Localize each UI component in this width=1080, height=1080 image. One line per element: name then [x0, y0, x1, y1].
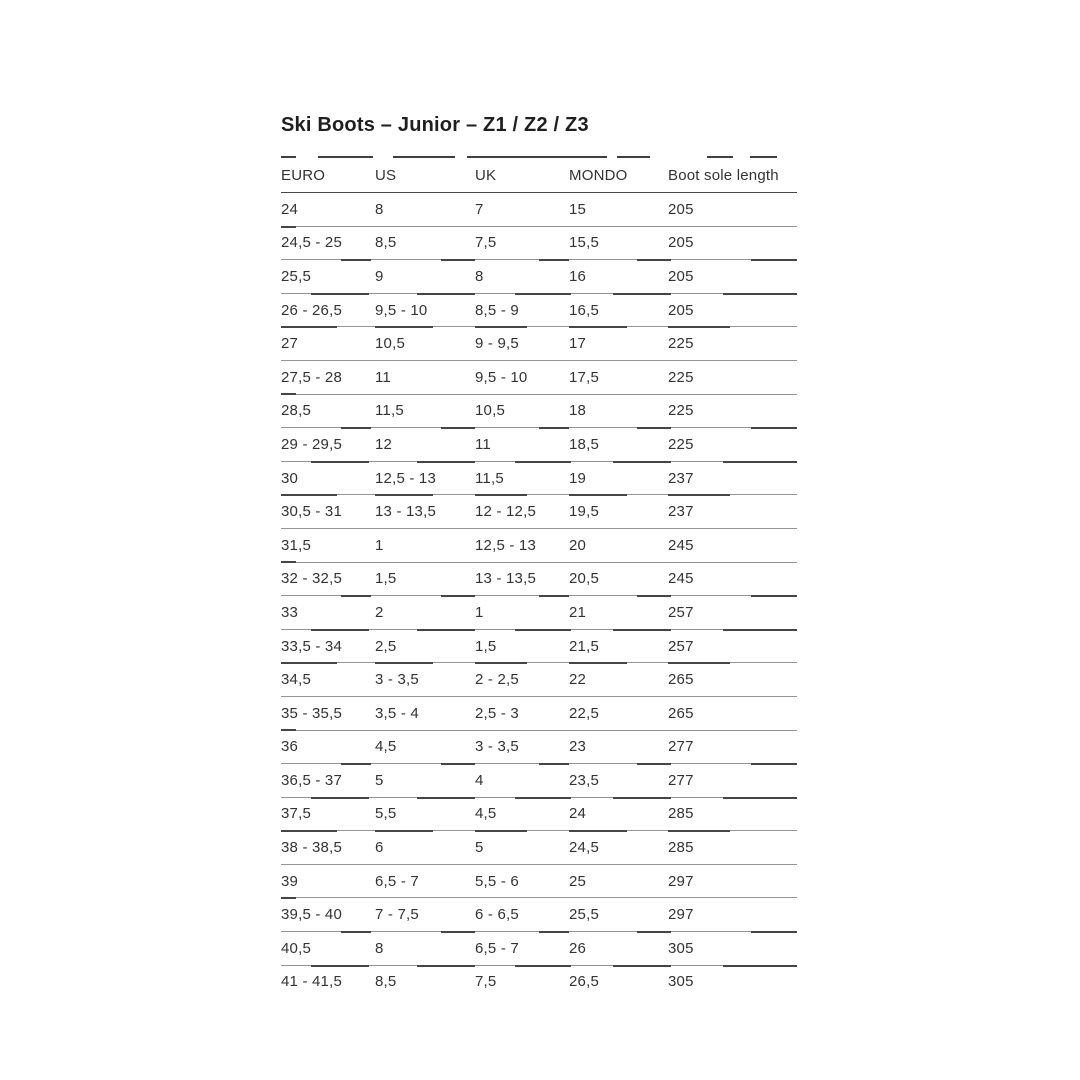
dash-segment [311, 965, 369, 967]
dash-segment [281, 561, 296, 563]
dash-segment [475, 326, 527, 328]
dash-segment [467, 156, 607, 158]
cell-us: 7 - 7,5 [375, 898, 475, 932]
cell-us: 8 [375, 193, 475, 227]
cell-mondo: 20,5 [569, 562, 668, 596]
dash-segment [475, 830, 527, 832]
dash-segment [375, 662, 433, 664]
cell-mondo: 16 [569, 260, 668, 294]
dash-segment [515, 629, 571, 631]
dash-segment [281, 226, 296, 228]
dash-segment [375, 494, 433, 496]
cell-euro: 30,5 - 31 [281, 495, 375, 529]
dash-segment [375, 830, 433, 832]
dash-segment [637, 763, 671, 765]
table-row [281, 495, 797, 529]
cell-boot-sole-length: 257 [668, 596, 797, 630]
cell-us: 8 [375, 932, 475, 966]
cell-boot-sole-length: 257 [668, 629, 797, 663]
cell-euro: 25,5 [281, 260, 375, 294]
cell-euro: 39 [281, 864, 375, 898]
dash-segment [441, 595, 475, 597]
cell-boot-sole-length: 265 [668, 696, 797, 730]
dash-segment [281, 326, 337, 328]
cell-us: 8,5 [375, 973, 397, 991]
dash-segment [417, 461, 475, 463]
dash-segment [613, 965, 671, 967]
dash-segment [723, 293, 797, 295]
cell-boot-sole-length: 237 [668, 495, 797, 529]
cell-mondo: 18 [569, 394, 668, 428]
dash-segment [281, 897, 296, 899]
cell-uk: 5 [475, 831, 569, 865]
cell-uk: 1,5 [475, 629, 569, 663]
cell-uk: 10,5 [475, 394, 569, 428]
cell-boot-sole-length: 305 [668, 932, 797, 966]
cell-mondo: 15,5 [569, 226, 668, 260]
cell-boot-sole-length: 205 [668, 226, 797, 260]
dash-segment [281, 830, 337, 832]
cell-uk: 1 [475, 596, 569, 630]
dash-segment [341, 931, 371, 933]
dash-segment [613, 461, 671, 463]
dash-segment [751, 931, 797, 933]
dash-segment [751, 595, 797, 597]
cell-us: 11 [375, 360, 475, 394]
cell-us: 3,5 - 4 [375, 696, 475, 730]
cell-mondo: 25,5 [569, 898, 668, 932]
cell-boot-sole-length: 205 [668, 260, 797, 294]
cell-mondo: 20 [569, 528, 668, 562]
cell-boot-sole-length: 297 [668, 864, 797, 898]
table-row [281, 327, 797, 361]
cell-mondo: 26,5 [569, 973, 599, 991]
dash-segment [281, 729, 296, 731]
cell-mondo: 17,5 [569, 360, 668, 394]
cell-us: 3 - 3,5 [375, 663, 475, 697]
cell-uk: 12 - 12,5 [475, 495, 569, 529]
dash-segment [751, 259, 797, 261]
cell-us: 2 [375, 596, 475, 630]
dash-segment [539, 931, 569, 933]
dash-segment [441, 763, 475, 765]
cell-boot-sole-length: 205 [668, 293, 797, 327]
dash-segment [668, 494, 730, 496]
cell-uk: 6 - 6,5 [475, 898, 569, 932]
cell-euro: 24 [281, 193, 375, 227]
cell-boot-sole-length: 205 [668, 193, 797, 227]
dash-segment [617, 156, 650, 158]
cell-uk: 7,5 [475, 973, 497, 991]
cell-us: 13 - 13,5 [375, 495, 475, 529]
dash-segment [750, 156, 777, 158]
cell-mondo: 17 [569, 327, 668, 361]
dash-segment [441, 427, 475, 429]
dash-segment [539, 595, 569, 597]
cell-us: 6,5 - 7 [375, 864, 475, 898]
dash-segment [318, 156, 373, 158]
cell-euro: 41 - 41,5 [281, 973, 343, 991]
dash-segment [569, 326, 627, 328]
cell-boot-sole-length: 285 [668, 797, 797, 831]
cell-euro: 35 - 35,5 [281, 696, 375, 730]
cell-euro: 30 [281, 461, 375, 495]
cell-euro: 36 [281, 730, 375, 764]
column-header-euro: EURO [281, 159, 375, 193]
dash-segment [393, 156, 455, 158]
cell-euro: 39,5 - 40 [281, 898, 375, 932]
chart-title: Ski Boots – Junior – Z1 / Z2 / Z3 [281, 114, 589, 136]
dash-segment [569, 830, 627, 832]
dash-segment [441, 931, 475, 933]
dash-segment [417, 629, 475, 631]
cell-mondo: 19 [569, 461, 668, 495]
cell-boot-sole-length: 237 [668, 461, 797, 495]
dash-segment [311, 797, 369, 799]
column-header-mondo: MONDO [569, 159, 668, 193]
dash-segment [311, 629, 369, 631]
cell-euro: 33 [281, 596, 375, 630]
table-row [281, 394, 797, 428]
cell-euro: 37,5 [281, 797, 375, 831]
dash-segment [341, 595, 371, 597]
dash-segment [281, 662, 337, 664]
dash-segment [417, 797, 475, 799]
cell-mondo: 16,5 [569, 293, 668, 327]
dash-segment [613, 797, 671, 799]
header-row [281, 159, 797, 193]
dash-segment [281, 156, 296, 158]
cell-euro: 38 - 38,5 [281, 831, 375, 865]
cell-euro: 36,5 - 37 [281, 764, 375, 798]
cell-us: 1 [375, 528, 475, 562]
dash-segment [311, 293, 369, 295]
cell-us: 2,5 [375, 629, 475, 663]
table-row [281, 428, 797, 462]
cell-euro: 24,5 - 25 [281, 226, 375, 260]
cell-uk: 4 [475, 764, 569, 798]
cell-uk: 8 [475, 260, 569, 294]
cell-mondo: 15 [569, 193, 668, 227]
cell-euro: 40,5 [281, 932, 375, 966]
column-header-us: US [375, 159, 475, 193]
cell-mondo: 21,5 [569, 629, 668, 663]
cell-boot-sole-length: 285 [668, 831, 797, 865]
cell-boot-sole-length: 225 [668, 360, 797, 394]
dash-segment [668, 830, 730, 832]
table-row [281, 730, 797, 764]
table-row [281, 864, 797, 898]
cell-us: 1,5 [375, 562, 475, 596]
dash-segment [751, 763, 797, 765]
dash-segment [613, 629, 671, 631]
dash-segment [751, 427, 797, 429]
cell-uk: 2 - 2,5 [475, 663, 569, 697]
cell-euro: 31,5 [281, 528, 375, 562]
cell-euro: 33,5 - 34 [281, 629, 375, 663]
cell-uk: 7,5 [475, 226, 569, 260]
cell-boot-sole-length: 225 [668, 428, 797, 462]
cell-euro: 28,5 [281, 394, 375, 428]
dash-segment [475, 662, 527, 664]
cell-uk: 6,5 - 7 [475, 932, 569, 966]
cell-euro: 29 - 29,5 [281, 428, 375, 462]
dash-segment [723, 629, 797, 631]
cell-us: 5,5 [375, 797, 475, 831]
cell-boot-sole-length: 245 [668, 562, 797, 596]
cell-euro: 32 - 32,5 [281, 562, 375, 596]
cell-mondo: 24 [569, 797, 668, 831]
table-row [281, 663, 797, 697]
cell-boot-sole-length: 225 [668, 394, 797, 428]
dash-segment [417, 965, 475, 967]
dash-segment [569, 494, 627, 496]
table-row [281, 528, 797, 562]
cell-euro: 27,5 - 28 [281, 360, 375, 394]
table-row [281, 226, 797, 260]
dash-segment [341, 427, 371, 429]
table-row [281, 932, 797, 966]
dash-segment [515, 293, 571, 295]
column-header-uk: UK [475, 159, 569, 193]
cell-uk: 3 - 3,5 [475, 730, 569, 764]
dash-segment [475, 494, 527, 496]
cell-mondo: 25 [569, 864, 668, 898]
dash-segment [417, 293, 475, 295]
cell-boot-sole-length: 245 [668, 528, 797, 562]
table-row [281, 764, 797, 798]
table-row [281, 696, 797, 730]
table-row [281, 596, 797, 630]
dash-segment [637, 259, 671, 261]
cell-boot-sole-length: 225 [668, 327, 797, 361]
dash-segment [515, 965, 571, 967]
table-row [281, 797, 797, 831]
table-row [281, 965, 797, 998]
cell-us: 5 [375, 764, 475, 798]
cell-mondo: 18,5 [569, 428, 668, 462]
cell-uk: 4,5 [475, 797, 569, 831]
table-row [281, 360, 797, 394]
dash-segment [441, 259, 475, 261]
cell-mondo: 21 [569, 596, 668, 630]
dash-segment [723, 965, 797, 967]
dash-segment [637, 931, 671, 933]
cell-us: 11,5 [375, 394, 475, 428]
table-row [281, 293, 797, 327]
cell-mondo: 23,5 [569, 764, 668, 798]
cell-uk: 5,5 - 6 [475, 864, 569, 898]
cell-mondo: 23 [569, 730, 668, 764]
dash-segment [281, 393, 296, 395]
size-chart-section [281, 112, 797, 998]
dash-segment [668, 662, 730, 664]
dash-segment [311, 461, 369, 463]
cell-uk: 2,5 - 3 [475, 696, 569, 730]
cell-us: 12 [375, 428, 475, 462]
cell-uk: 9 - 9,5 [475, 327, 569, 361]
cell-boot-sole-length: 305 [668, 973, 694, 991]
dash-segment [515, 797, 571, 799]
decorative-dash-ruler [281, 156, 797, 158]
cell-us: 10,5 [375, 327, 475, 361]
cell-us: 9 [375, 260, 475, 294]
cell-mondo: 24,5 [569, 831, 668, 865]
table-row [281, 898, 797, 932]
table-row [281, 831, 797, 865]
cell-boot-sole-length: 277 [668, 764, 797, 798]
table-row [281, 461, 797, 495]
dash-segment [539, 259, 569, 261]
cell-us: 12,5 - 13 [375, 461, 475, 495]
cell-boot-sole-length: 265 [668, 663, 797, 697]
dash-segment [707, 156, 733, 158]
dash-segment [281, 494, 337, 496]
dash-segment [637, 427, 671, 429]
table-row [281, 260, 797, 294]
cell-us: 6 [375, 831, 475, 865]
cell-uk: 7 [475, 193, 569, 227]
table-row [281, 193, 797, 227]
column-header-boot-sole-length: Boot sole length [668, 159, 797, 193]
dash-segment [539, 763, 569, 765]
dash-segment [723, 461, 797, 463]
cell-uk: 12,5 - 13 [475, 528, 569, 562]
table-row [281, 562, 797, 596]
cell-uk: 11,5 [475, 461, 569, 495]
cell-mondo: 22 [569, 663, 668, 697]
cell-us: 8,5 [375, 226, 475, 260]
dash-segment [341, 259, 371, 261]
dash-segment [637, 595, 671, 597]
cell-uk: 8,5 - 9 [475, 293, 569, 327]
cell-uk: 9,5 - 10 [475, 360, 569, 394]
dash-segment [515, 461, 571, 463]
dash-segment [723, 797, 797, 799]
dash-segment [375, 326, 433, 328]
cell-us: 4,5 [375, 730, 475, 764]
cell-boot-sole-length: 277 [668, 730, 797, 764]
cell-mondo: 19,5 [569, 495, 668, 529]
table-row [281, 629, 797, 663]
cell-mondo: 22,5 [569, 696, 668, 730]
dash-segment [539, 427, 569, 429]
cell-euro: 27 [281, 327, 375, 361]
cell-uk: 13 - 13,5 [475, 562, 569, 596]
cell-euro: 34,5 [281, 663, 375, 697]
cell-mondo: 26 [569, 932, 668, 966]
cell-euro: 26 - 26,5 [281, 293, 375, 327]
cell-uk: 11 [475, 428, 569, 462]
cell-boot-sole-length: 297 [668, 898, 797, 932]
dash-segment [613, 293, 671, 295]
dash-segment [341, 763, 371, 765]
dash-segment [569, 662, 627, 664]
dash-segment [668, 326, 730, 328]
cell-us: 9,5 - 10 [375, 293, 475, 327]
size-table [281, 159, 797, 998]
